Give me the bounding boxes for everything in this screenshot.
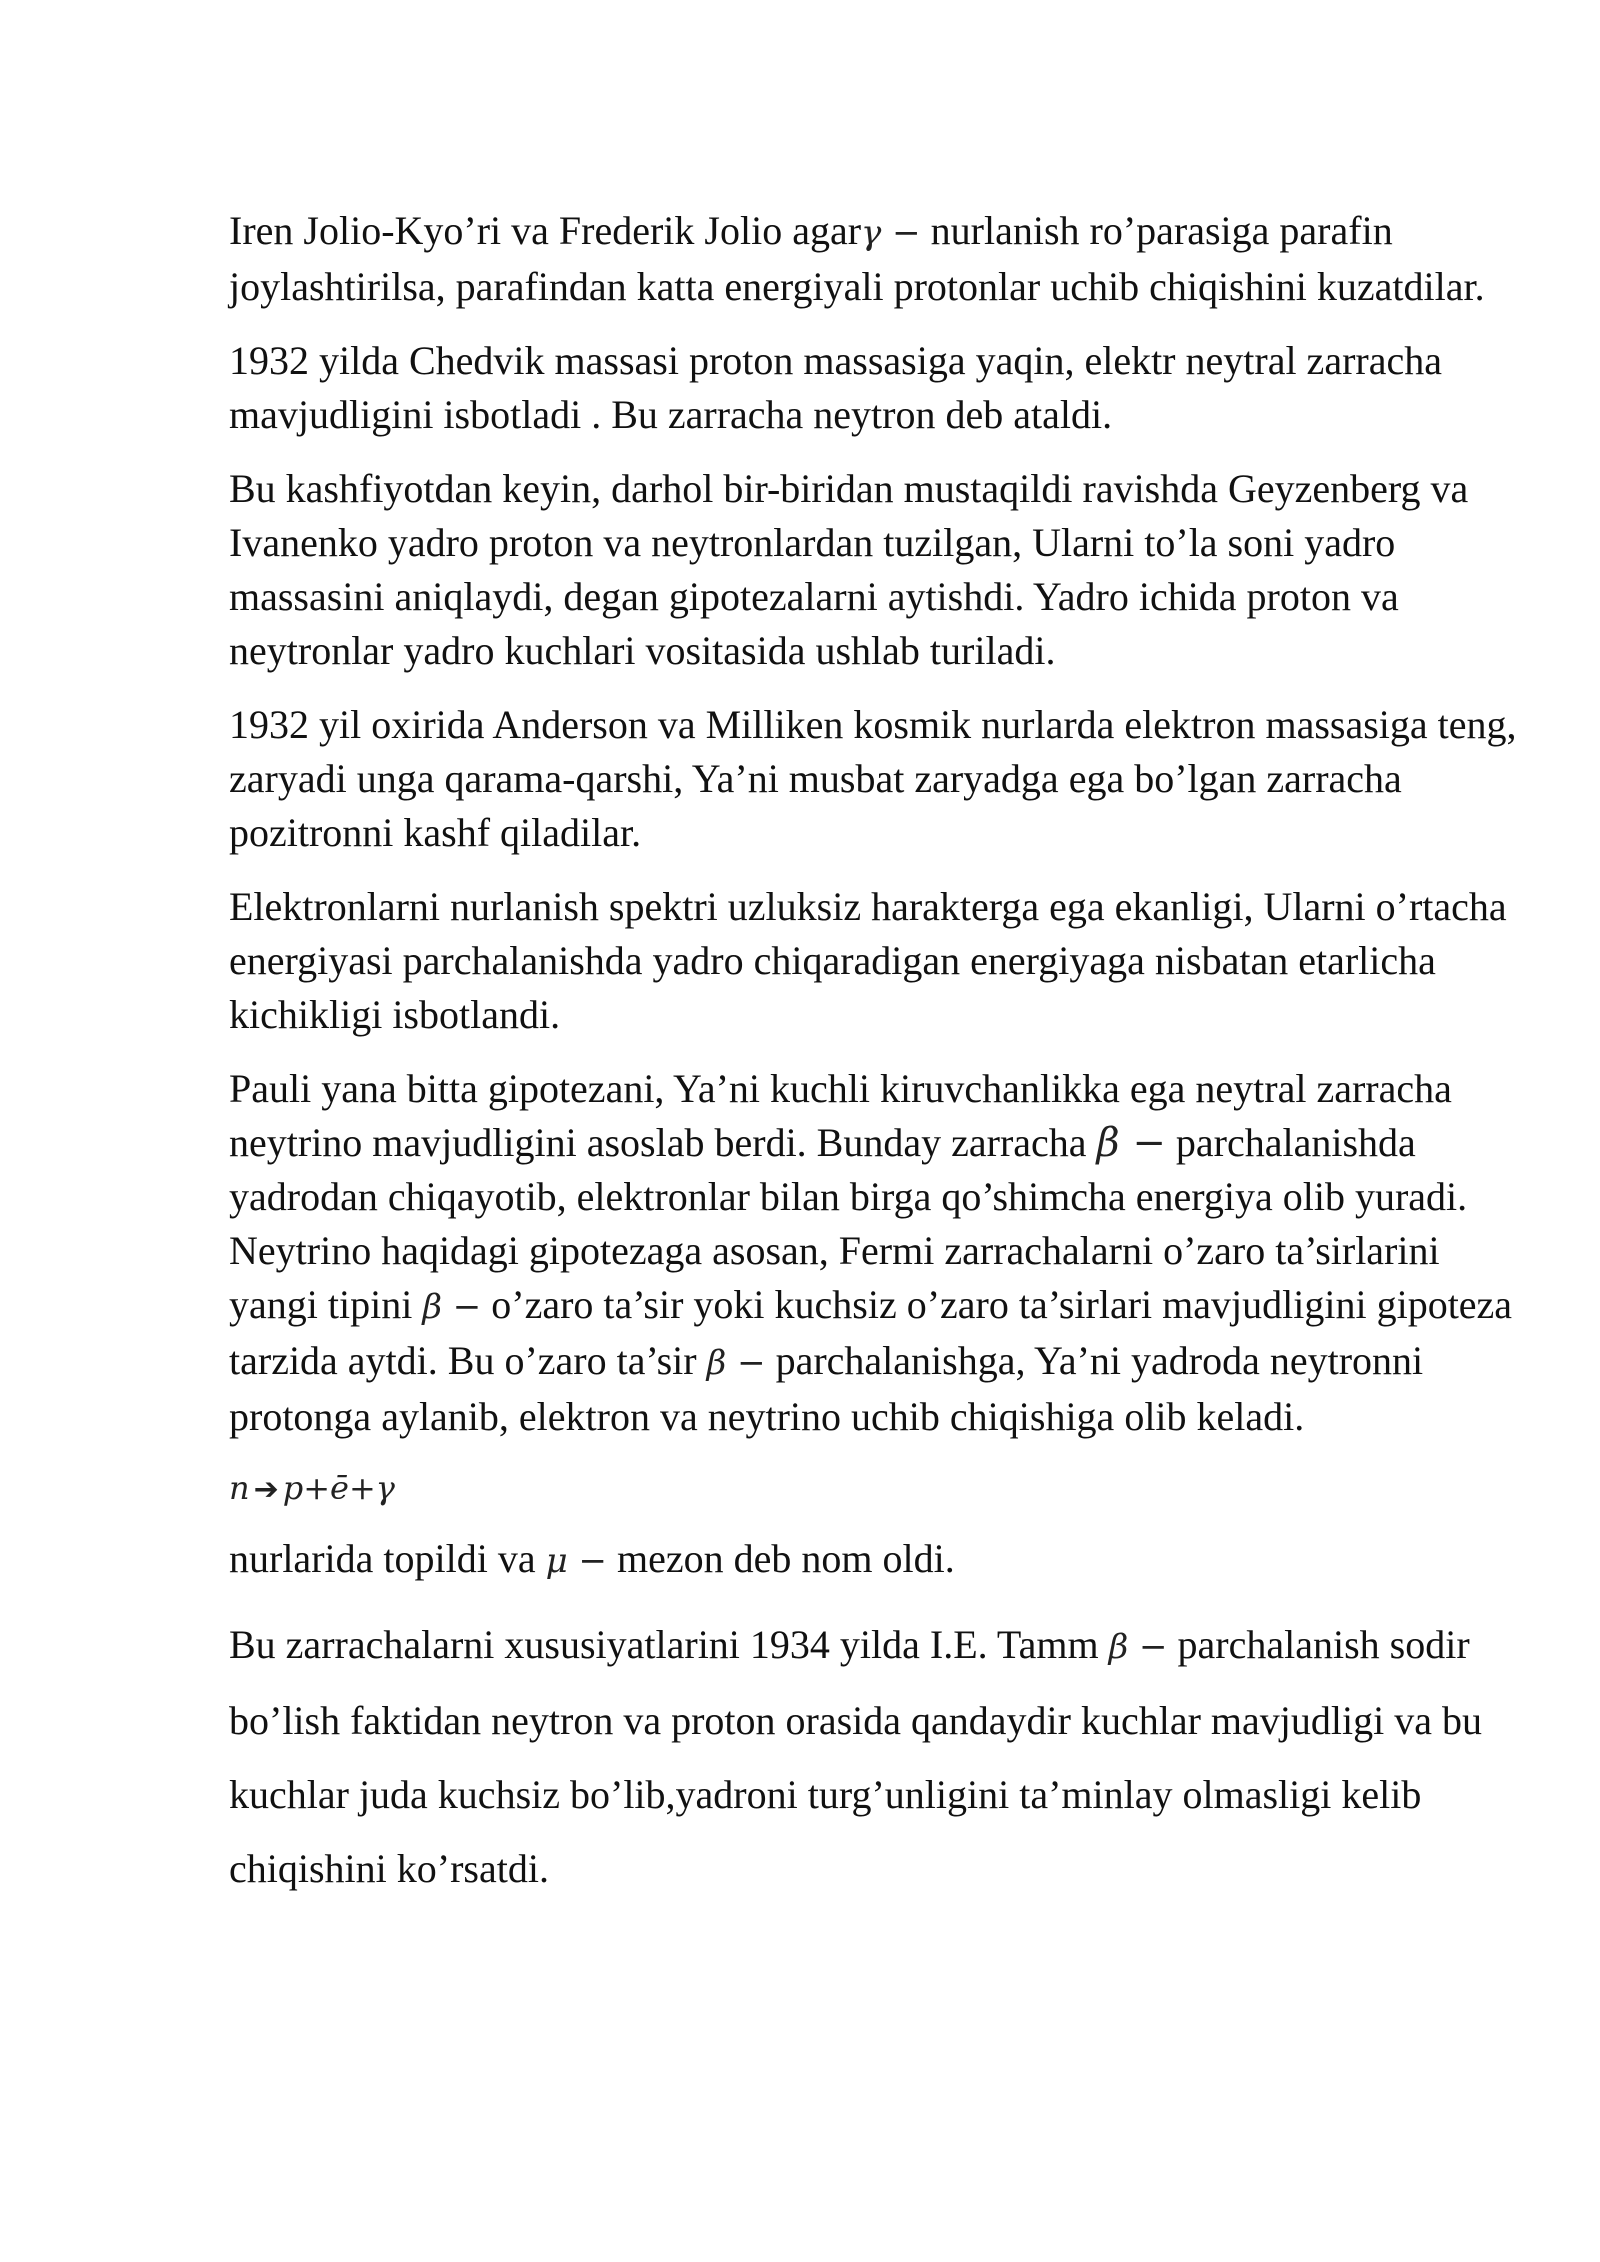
mu-minus-symbol: μ − [545, 1541, 607, 1581]
paragraph-6-text-c: o’zaro ta’sir yoki kuchsiz o’zaro ta’sirlari mavjudligini gipoteza tarzida aytdi. Bu o’zaro ta’sir [229, 1282, 1513, 1383]
paragraph-7 [229, 1532, 1519, 1588]
paragraph-8-text-a: Bu zarrachalarni xususiyatlarini 1934 yilda I.E. Tamm [229, 1622, 1109, 1667]
formula-arrow-icon: ➔ [253, 1472, 279, 1507]
paragraph-5: Elektronlarni nurlanish spektri uzluksiz harakterga ega ekanligi, Ularni o’rtacha energiyasi parchalanishda yadro chiqaradigan energiyaga nisbatan etarlicha kichikligi isbotlandi. [229, 884, 1507, 1037]
beta-minus-symbol-3: β − [706, 1343, 766, 1383]
paragraph-6 [229, 1062, 1519, 1444]
paragraph-6-text-b: parchalanishda yadrodan chiqayotib, elektronlar bilan birga qo’shimcha energiya olib yuradi. Neytrino haqidagi gipotezaga asosan, Fermi zarrachalarni o’zaro ta’sirlarini yangi tipini [229, 1120, 1468, 1327]
beta-minus-symbol-2: β − [422, 1287, 482, 1327]
paragraph-2: 1932 yilda Chedvik massasi proton massasiga yaqin, elektr neytral zarracha mavjudligini isbotladi . Bu zarracha neytron deb ataldi. [229, 338, 1442, 437]
paragraph-1 [229, 204, 1519, 314]
formula-products: p+ē+γ [282, 1469, 395, 1507]
gamma-minus-symbol: γ − [861, 213, 921, 253]
paragraph-7-text-b: mezon deb nom oldi. [607, 1536, 955, 1581]
paragraph-8 [229, 1608, 1519, 1906]
paragraph-1-text-a: Iren Jolio-Kyo’ri va Frederik Jolio agar [229, 208, 862, 253]
paragraph-4: 1932 yil oxirida Anderson va Milliken kosmik nurlarda elektron massasiga teng, zaryadi unga qarama-qarshi, Ya’ni musbat zaryadga ega bo’lgan zarracha pozitronni kashf qiladilar. [229, 702, 1517, 855]
formula-neutron: n [229, 1469, 250, 1507]
paragraph-8-text-b: parchalanish sodir bo’lish faktidan neytron va proton orasida qandaydir kuchlar mavjudligi va bu kuchlar juda kuchsiz bo’lib,yadroni turg’unligini ta’minlay olmasligi kelib chiqishini ko’rsatdi. [229, 1622, 1483, 1891]
document-body [229, 204, 1519, 1926]
beta-minus-symbol-4: β − [1108, 1627, 1168, 1667]
decay-formula [229, 1464, 1519, 1514]
paragraph-3: Bu kashfiyotdan keyin, darhol bir-biridan mustaqildi ravishda Geyzenberg va Ivanenko yadro proton va neytronlardan tuzilgan, Ularni to’la soni yadro massasini aniqlaydi, degan gipotezalarni aytishdi. Yadro ichida proton va neytronlar yadro kuchlari vositasida ushlab turiladi. [229, 466, 1469, 673]
beta-minus-symbol-1: β − [1096, 1120, 1166, 1166]
paragraph-1-text-b: nurlanish ro’parasiga parafin joylashtirilsa, parafindan katta energiyali protonlar uchib chiqishini kuzatdilar. [229, 208, 1485, 309]
paragraph-6-text-d: parchalanishga, Ya’ni yadroda neytronni protonga aylanib, elektron va neytrino uchib chiqishiga olib keladi. [229, 1338, 1424, 1439]
paragraph-6-text-a: Pauli yana bitta gipotezani, Ya’ni kuchli kiruvchanlikka ega neytral zarracha neytrino mavjudligini asoslab berdi. Bunday zarracha [229, 1066, 1452, 1165]
paragraph-7-text-a: nurlarida topildi va [229, 1536, 546, 1581]
